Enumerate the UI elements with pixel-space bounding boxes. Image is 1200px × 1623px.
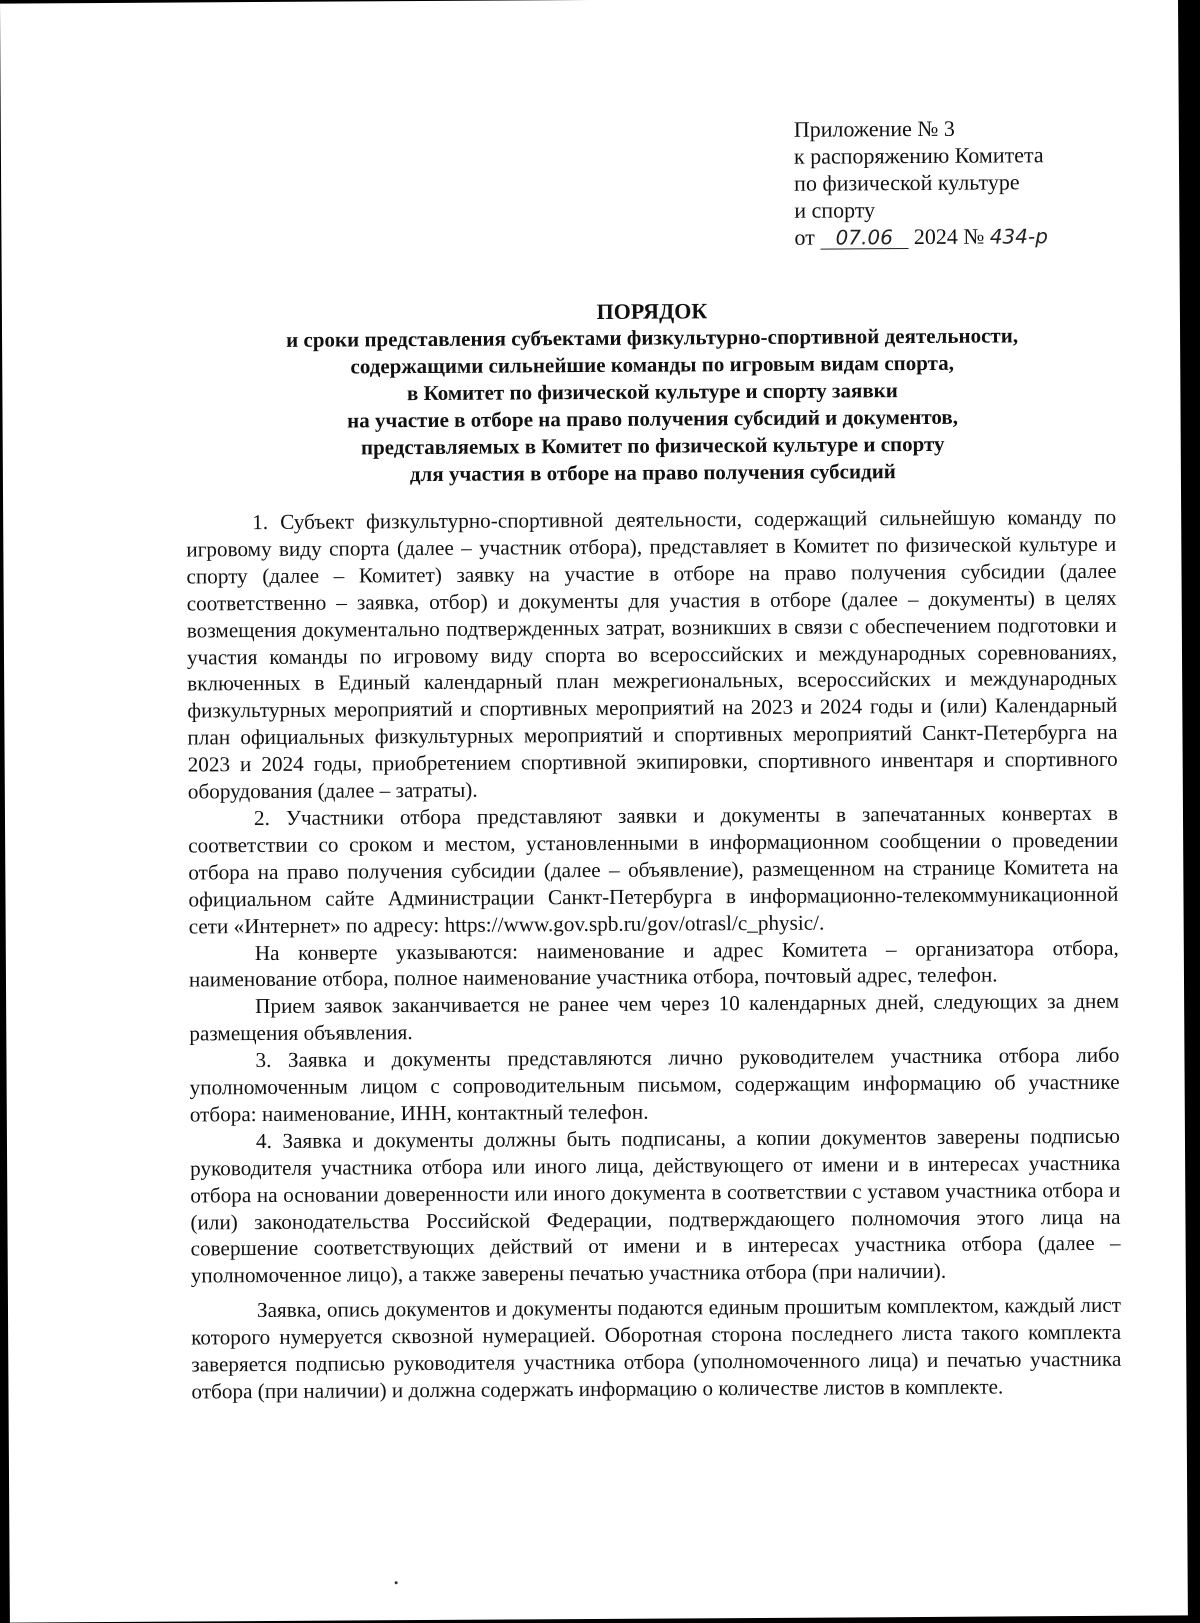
paragraph-2: 2. Участники отбора представляют заявки и документы в запечатанных конвертах в соответствии со сроком и местом, установленными в информационном сообщении о проведении отбора на право получения субсидии (далее – объявление), размещенном на странице Комитета на официальном сайте Администрации Санкт-Петербурга в информационно-телекоммуникационной сети «Интернет» по адресу: https://www.gov.spb.ru/gov/otrasl/c_physic/. (188, 800, 1119, 939)
title-line: для участия в отборе на право получения субсидий (409, 459, 896, 487)
handwritten-number: 434-р (989, 224, 1048, 249)
document-body (186, 504, 1121, 1406)
paragraph-deadline: Прием заявок заканчивается не ранее чем через 10 календарных дней, следующих за днем размещения объявления. (189, 989, 1120, 1046)
from-label: от (794, 224, 815, 250)
title-line: и сроки представления субъектами физкультурно-спортивной деятельности, (286, 323, 1019, 352)
year-number-label: 2024 № (913, 223, 985, 250)
title-line: представляемых в Комитет по физической культуре и спорту (360, 431, 945, 460)
annex-number: Приложение № 3 (793, 115, 955, 142)
paragraph-1: 1. Субъект физкультурно-спортивной деятельности, содержащий сильнейшую команду по игровому виду спорта (далее – участник отбора), представляет в Комитет по физической культуре и спорту (далее – Комитет) заявку на участие в отборе на право получения субсидии (далее соответственно – заявка, отбор) и документы для участия в отборе (далее – документы) в целях возмещения документально подтвержденных затрат, возникших в связи с обеспечением подготовки и участия команды по игровому виду спорта во всероссийских и международных соревнованиях, включенных в Единый календарный план межрегиональных, всероссийских и международных физкультурных мероприятий и спортивных мероприятий на 2023 и 2024 годы и (или) Календарный план официальных физкультурных мероприятий и спортивных мероприятий Санкт-Петербурга на 2023 и 2024 годы, приобретением спортивной экипировки, спортивного инвентаря и спортивного оборудования (далее – затраты). (186, 504, 1118, 804)
handwritten-date: 07.06 (820, 226, 908, 250)
title-line: в Комитет по физической культуре и спорту заявки (406, 378, 898, 406)
title-main: ПОРЯДОК (596, 298, 708, 324)
paragraph-set: Заявка, опись документов и документы подаются единым прошитым комплектом, каждый лист которого нумеруется сквозной нумерацией. Оборотная сторона последнего листа такого комплекта заверяется подписью руководителя участника отбора (уполномоченного лица) и печатью участника отбора (при наличии) и должна содержать информацию о количестве листов в комплекте. (191, 1293, 1122, 1404)
paragraph-3: 3. Заявка и документы представляются лично руководителем участника отбора либо уполномоченным лицом с сопроводительным письмом, содержащим информацию об участнике отбора: наименование, ИНН, контактный телефон. (189, 1042, 1120, 1127)
paragraph-4: 4. Заявка и документы должны быть подписаны, а копии документов заверены подписью руководителя участника отбора или иного лица, действующего от имени и в интересах участника отбора на основании доверенности или иного документа в соответствии с уставом участника отбора и (или) законодательства Российской Федерации, подтверждающего полномочия этого лица на совершение соответствующих действий от имени и в интересах участника отбора (далее – уполномоченное лицо), а также заверены печатью участника отбора (при наличии). (190, 1123, 1121, 1288)
annex-sport-line: и спорту (794, 197, 876, 223)
annex-committee-line: по физической культуре (794, 169, 1020, 196)
annex-block (794, 114, 1095, 251)
scan-speck (395, 1581, 398, 1584)
annex-order-line: к распоряжению Комитета (793, 142, 1044, 169)
paragraph-envelope: На конверте указываются: наименование и адрес Комитета – организатора отбора, наименование отбора, полное наименование участника отбора, почтовый адрес, телефон. (188, 935, 1119, 992)
title-line: содержащими сильнейшие команды по игровым видам спорта, (350, 350, 954, 379)
document-title (192, 295, 1113, 490)
annex-date-line (794, 222, 1094, 251)
title-line: на участие в отборе на право получения субсидий и документов, (347, 404, 959, 433)
